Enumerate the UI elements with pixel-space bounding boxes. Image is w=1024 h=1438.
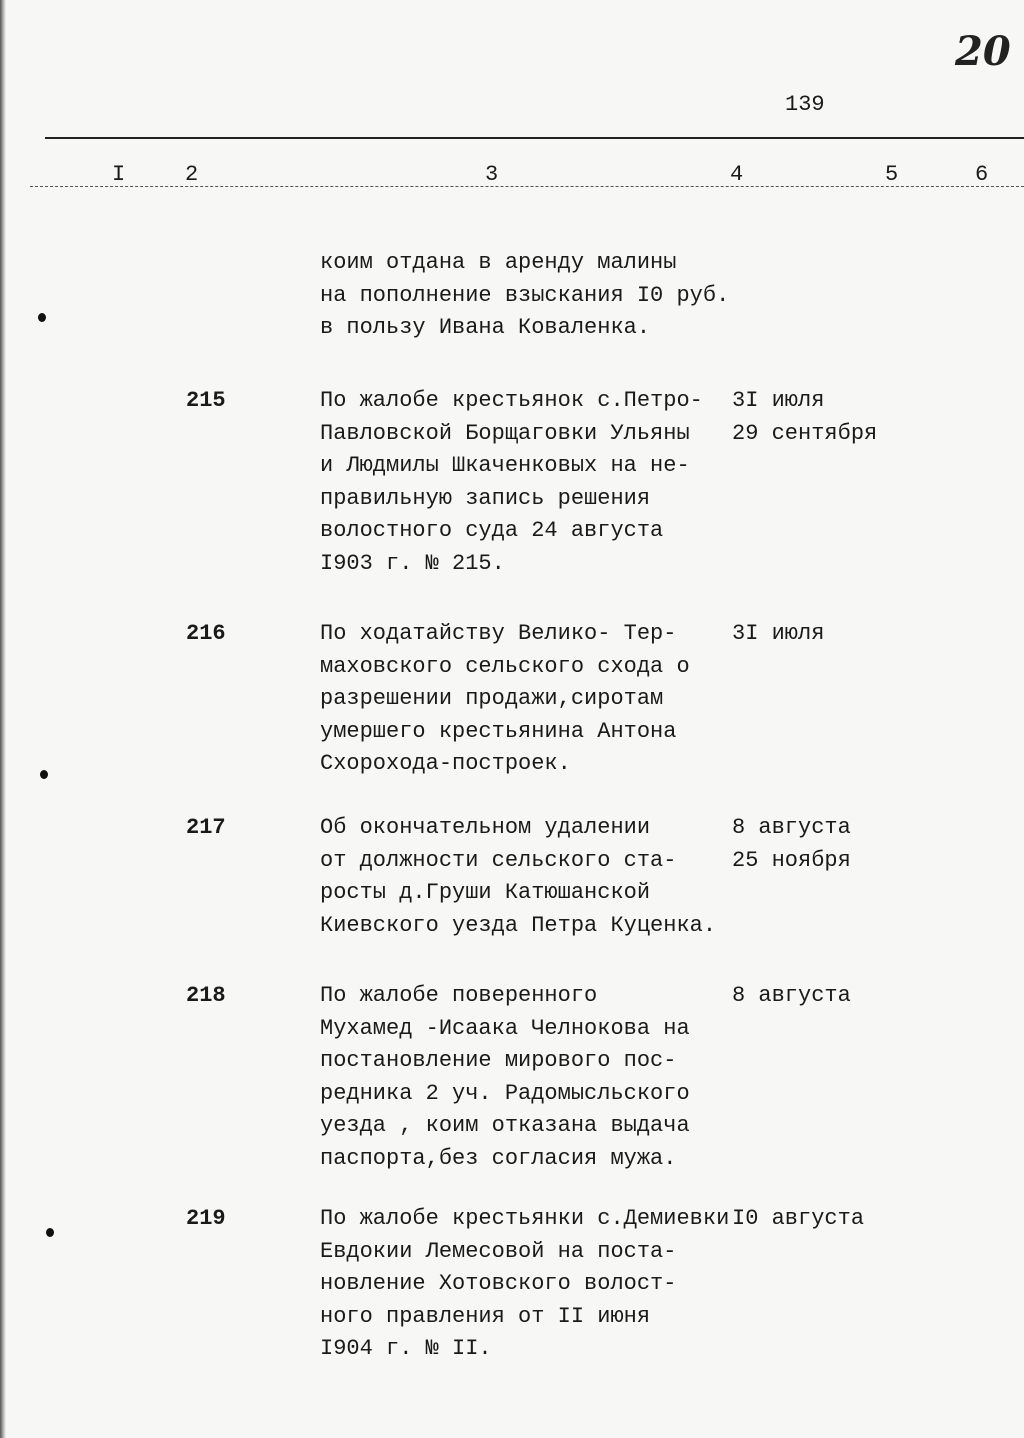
- handwritten-folio: 20: [955, 28, 1011, 75]
- column-number: 6: [975, 162, 989, 187]
- page-number: 139: [785, 92, 825, 117]
- date: 8 августа: [732, 983, 851, 1008]
- entry-dates: [732, 385, 877, 450]
- entry-text: [320, 618, 690, 781]
- text-line: Павловской Борщаговки Ульяны: [320, 420, 690, 446]
- entry-number: 217: [186, 815, 226, 840]
- date: 29 сентября: [732, 420, 878, 446]
- column-divider: [30, 186, 1024, 187]
- text-line: росты д.Груши Катюшанской: [320, 880, 651, 905]
- text-line: Об окончательном удалении: [320, 815, 651, 840]
- text-line: Киевского уезда Петра Куценка.: [320, 912, 717, 938]
- text-line: умершего крестьянина Антона: [320, 718, 677, 744]
- text-line: По жалобе поверенного: [320, 983, 598, 1008]
- date: 3I июля: [732, 388, 825, 413]
- text-line: паспорта,без согласия мужа.: [320, 1145, 677, 1171]
- text-line: По жалобе крестьянки с.Демиевки: [320, 1206, 730, 1231]
- entry-dates: [732, 980, 851, 1013]
- entry-number: 219: [186, 1206, 226, 1231]
- text-line: I903 г. № 215.: [320, 550, 505, 576]
- text-line: правильную запись решения: [320, 485, 651, 511]
- text-line: По жалобе крестьянок с.Петро-: [320, 388, 703, 413]
- entry-number: 216: [186, 621, 226, 646]
- header-rule: [45, 137, 1024, 139]
- date: 3I июля: [732, 621, 825, 646]
- entry-text: [320, 812, 716, 942]
- date: 25 ноября: [732, 847, 851, 873]
- text-line: от должности сельского ста-: [320, 847, 677, 873]
- entry-dates: [732, 1203, 864, 1236]
- text-line: I904 г. № II.: [320, 1336, 492, 1361]
- text-line: Мухамед -Исаака Челнокова на: [320, 1015, 690, 1041]
- scan-edge: [0, 0, 6, 1438]
- text-line: и Людмилы Шкаченковых на не-: [320, 453, 690, 478]
- entry-number: 218: [186, 983, 226, 1008]
- punch-hole-mark: [46, 1228, 54, 1237]
- text-line: уезда , коим отказана выдача: [320, 1113, 690, 1138]
- date: I0 августа: [732, 1206, 865, 1231]
- punch-hole-mark: [38, 313, 46, 322]
- continuation-text: коим отдана в аренду малины на пополнение взыскания I0 руб. в пользу Ивана Коваленка.: [320, 250, 730, 340]
- column-number: 4: [730, 162, 744, 187]
- entry-text: [320, 385, 703, 580]
- text-line: ного правления от II июня: [320, 1303, 651, 1329]
- text-line: По ходатайству Велико- Тер-: [320, 621, 677, 646]
- text-line: Схорохода-построек.: [320, 751, 571, 776]
- text-line: волостного суда 24 августа: [320, 518, 664, 543]
- column-number: I: [112, 162, 126, 187]
- column-number: 3: [485, 162, 499, 187]
- text-line: постановление мирового пос-: [320, 1048, 677, 1073]
- date: 8 августа: [732, 815, 851, 840]
- entry-number: 215: [186, 388, 226, 413]
- text-line: редника 2 уч. Радомысльского: [320, 1080, 690, 1106]
- column-number: 2: [185, 162, 199, 187]
- entry-dates: [732, 812, 851, 877]
- entry-dates: [732, 618, 824, 651]
- text-line: Евдокии Лемесовой на поста-: [320, 1238, 677, 1264]
- punch-hole-mark: [40, 770, 48, 779]
- text-line: разрешении продажи,сиротам: [320, 686, 664, 711]
- text-line: новление Хотовского волост-: [320, 1271, 677, 1296]
- column-number: 5: [885, 162, 899, 187]
- entry-text: [320, 1203, 729, 1366]
- entry-text: [320, 980, 690, 1175]
- text-line: маховского сельского схода о: [320, 653, 690, 679]
